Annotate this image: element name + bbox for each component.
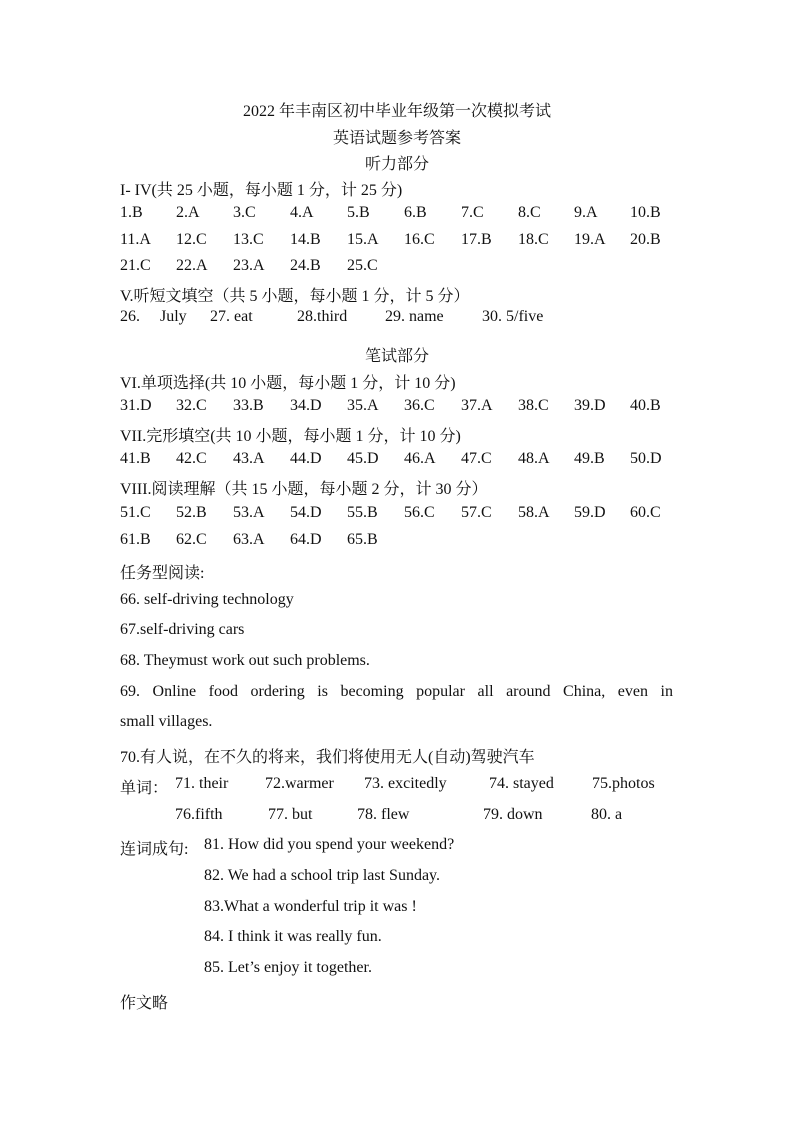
answer-item: 28.third: [297, 308, 348, 325]
answer-item: 33.B: [233, 397, 264, 414]
sentence-answer: 82. We had a school trip last Sunday.: [204, 867, 441, 884]
answer-item: 44.D: [290, 450, 322, 467]
answer-69-line-2: small villages.: [120, 713, 213, 730]
answer-68: 68. Theymust work out such problems.: [120, 652, 370, 669]
section-1-4-heading: I- IV(共 25 小题，每小题 1 分，计 25 分): [120, 182, 403, 199]
answer-item: 12.C: [176, 231, 207, 248]
answer-item: 17.B: [461, 231, 492, 248]
sentence-answer: 84. I think it was really fun.: [204, 928, 382, 945]
answer-item: 41.B: [120, 450, 151, 467]
answer-item: 18.C: [518, 231, 549, 248]
word-answer: 80. a: [591, 806, 623, 823]
answer-item: 54.D: [290, 504, 322, 521]
answer-item: 38.C: [518, 397, 549, 414]
sentence-answer: 85. Let’s enjoy it together.: [204, 959, 372, 976]
section-6-heading: VI.单项选择(共 10 小题，每小题 1 分，计 10 分): [120, 375, 456, 392]
answer-item: 58.A: [518, 504, 550, 521]
answer-item: 29. name: [385, 308, 444, 325]
answer-item: 1.B: [120, 204, 143, 221]
answer-item: 50.D: [630, 450, 662, 467]
answer-item: 64.D: [290, 531, 322, 548]
answer-item: 26.: [120, 308, 140, 325]
word-answer: 72.warmer: [265, 775, 334, 792]
answer-item: 20.B: [630, 231, 661, 248]
words-label: 单词：: [120, 780, 169, 797]
answer-item: 60.C: [630, 504, 661, 521]
document-subtitle: 英语试题参考答案: [332, 130, 461, 147]
answer-item: 45.D: [347, 450, 379, 467]
word-answer: 76.fifth: [175, 806, 223, 823]
answer-item: 4.A: [290, 204, 314, 221]
answer-item: 30. 5/five: [482, 308, 544, 325]
answer-item: 2.A: [176, 204, 200, 221]
answer-item: 61.B: [120, 531, 151, 548]
answer-item: 15.A: [347, 231, 379, 248]
answer-item: 37.A: [461, 397, 493, 414]
answer-67: 67.self-driving cars: [120, 621, 245, 638]
answer-item: 21.C: [120, 257, 151, 274]
answer-item: 25.C: [347, 257, 378, 274]
answer-item: 11.A: [120, 231, 151, 248]
section-8-heading: VIII.阅读理解（共 15 小题，每小题 2 分，计 30 分）: [120, 481, 488, 498]
sentence-answer: 83.What a wonderful trip it was !: [204, 898, 417, 915]
composition-note: 作文略: [120, 995, 169, 1012]
answer-item: 40.B: [630, 397, 661, 414]
word-answer: 77. but: [268, 806, 313, 823]
answer-item: 13.C: [233, 231, 264, 248]
listening-heading: 听力部分: [364, 156, 429, 173]
section-5-heading: V.听短文填空（共 5 小题，每小题 1 分，计 5 分）: [120, 288, 470, 305]
answer-item: 32.C: [176, 397, 207, 414]
answer-item: 5.B: [347, 204, 370, 221]
answer-item: 24.B: [290, 257, 321, 274]
answer-item: 36.C: [404, 397, 435, 414]
answer-item: 55.B: [347, 504, 378, 521]
answer-item: 63.A: [233, 531, 265, 548]
answer-item: 49.B: [574, 450, 605, 467]
answer-item: 39.D: [574, 397, 606, 414]
section-7-heading: VII.完形填空(共 10 小题，每小题 1 分，计 10 分): [120, 428, 461, 445]
answer-item: 53.A: [233, 504, 265, 521]
answer-item: 6.B: [404, 204, 427, 221]
word-answer: 75.photos: [592, 775, 655, 792]
answer-item: 56.C: [404, 504, 435, 521]
sentence-answer: 81. How did you spend your weekend?: [204, 836, 455, 853]
answer-item: 62.C: [176, 531, 207, 548]
sentences-label: 连词成句:: [120, 841, 189, 858]
answer-item: 65.B: [347, 531, 378, 548]
answer-item: 22.A: [176, 257, 208, 274]
answer-item: 59.D: [574, 504, 606, 521]
answer-69-line-1: 69. Online food ordering is becoming popular all around China, even in: [120, 683, 673, 700]
answer-item: 52.B: [176, 504, 207, 521]
word-answer: 73. excitedly: [364, 775, 447, 792]
word-answer: 74. stayed: [489, 775, 554, 792]
answer-item: 19.A: [574, 231, 606, 248]
answer-item: 14.B: [290, 231, 321, 248]
answer-70: 70.有人说，在不久的将来，我们将使用无人(自动)驾驶汽车: [120, 749, 535, 766]
document-title: 2022 年丰南区初中毕业年级第一次模拟考试: [242, 103, 551, 120]
answer-item: 57.C: [461, 504, 492, 521]
answer-item: 8.C: [518, 204, 541, 221]
task-reading-heading: 任务型阅读:: [120, 565, 205, 582]
answer-item: 31.D: [120, 397, 152, 414]
answer-item: 10.B: [630, 204, 661, 221]
answer-66: 66. self-driving technology: [120, 591, 294, 608]
answer-item: 9.A: [574, 204, 598, 221]
answer-item: 43.A: [233, 450, 265, 467]
answer-item: 42.C: [176, 450, 207, 467]
answer-item: 23.A: [233, 257, 265, 274]
answer-item: 34.D: [290, 397, 322, 414]
word-answer: 71. their: [175, 775, 229, 792]
answer-item: 3.C: [233, 204, 256, 221]
writing-heading: 笔试部分: [364, 348, 429, 365]
answer-item: 16.C: [404, 231, 435, 248]
answer-item: 47.C: [461, 450, 492, 467]
word-answer: 78. flew: [357, 806, 410, 823]
answer-item: 46.A: [404, 450, 436, 467]
answer-item: 48.A: [518, 450, 550, 467]
answer-item: 27. eat: [210, 308, 253, 325]
word-answer: 79. down: [483, 806, 543, 823]
answer-item: July: [160, 308, 187, 325]
answer-item: 35.A: [347, 397, 379, 414]
answer-item: 7.C: [461, 204, 484, 221]
answer-item: 51.C: [120, 504, 151, 521]
